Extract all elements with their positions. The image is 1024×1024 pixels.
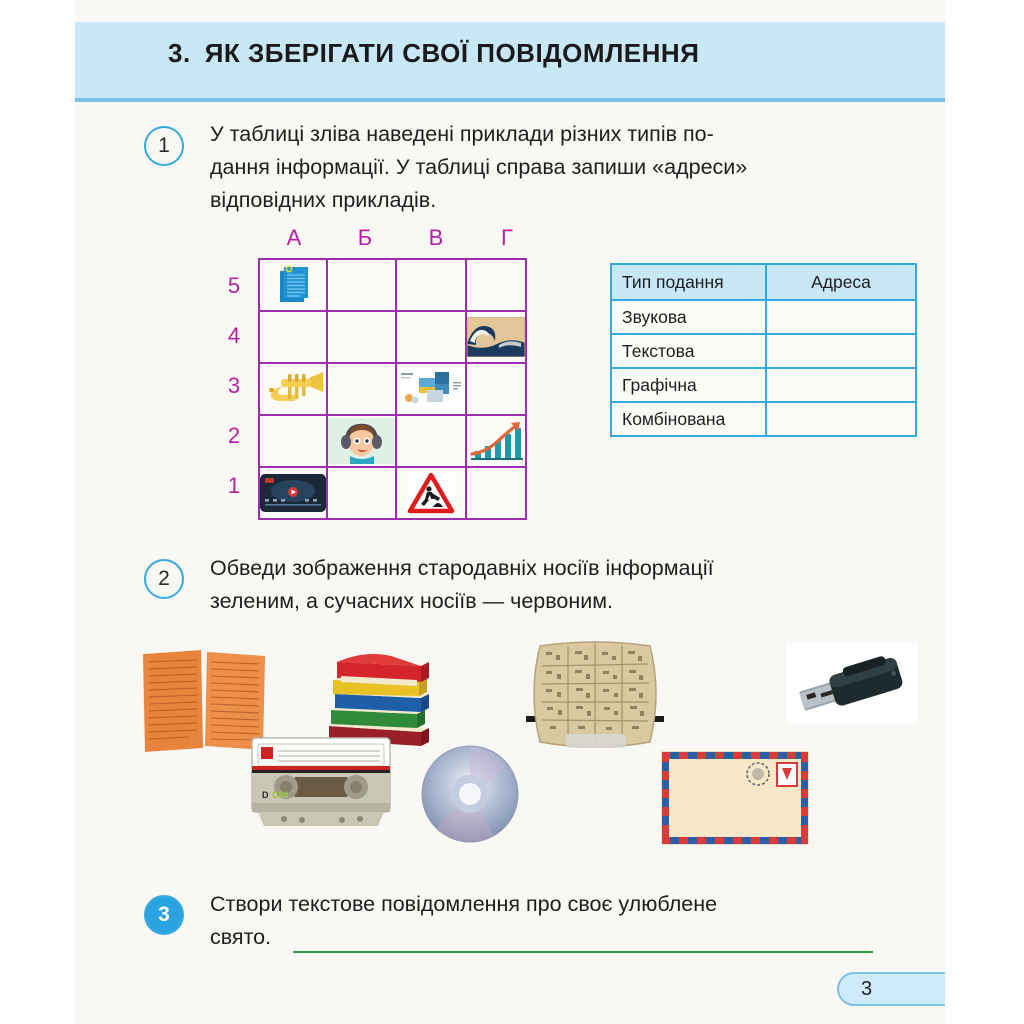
task-3-line-2: свято. — [210, 925, 272, 949]
answer-input-graphic[interactable] — [766, 368, 916, 402]
media-gallery — [75, 632, 945, 852]
page-number-value: 3 — [861, 977, 873, 1000]
grid-cell-b2[interactable] — [327, 415, 396, 467]
grid-row-header-5: 5 — [227, 273, 241, 298]
task-2-text — [210, 552, 907, 618]
cassette-tape-icon — [250, 736, 392, 828]
grid-cell-v5[interactable] — [396, 259, 466, 311]
grid-cell-h2[interactable] — [466, 415, 526, 467]
grid-row-header-2: 2 — [227, 423, 241, 448]
answer-writing-line[interactable] — [293, 951, 873, 953]
task-2-line-2: зеленим, а сучасних носіїв — червоним. — [210, 589, 614, 613]
answer-type-audio: Звукова — [611, 300, 766, 334]
compact-disc-image[interactable] — [420, 744, 520, 849]
presentation-slide-icon — [397, 368, 465, 410]
answer-input-combined[interactable] — [766, 402, 916, 436]
grid-cell-v3[interactable] — [396, 363, 466, 415]
grid-cell-a3[interactable] — [259, 363, 327, 415]
growth-bar-chart-icon — [467, 420, 525, 462]
grid-row-1 — [259, 467, 526, 519]
trumpet-icon — [261, 368, 325, 410]
answer-table-row-text — [611, 334, 916, 368]
task-1-line-2: дання інформації. У таблиці справа запиши «адреси» — [210, 155, 748, 179]
grid-row-5 — [259, 259, 526, 311]
grid-cell-a4[interactable] — [259, 311, 327, 363]
answer-input-audio[interactable] — [766, 300, 916, 334]
grid-row-2 — [259, 415, 526, 467]
grid-cell-h3[interactable] — [466, 363, 526, 415]
grid-cell-a2[interactable] — [259, 415, 327, 467]
grid-col-header-b: Б — [357, 225, 373, 250]
blue-document-icon — [276, 265, 310, 305]
svg-text:D: D — [262, 790, 269, 800]
task-2-line-1: Обведи зображення стародавніх носіїв інформації — [210, 556, 714, 580]
grid-col-header-h: Г — [501, 225, 513, 250]
task-2-number[interactable]: 2 — [144, 559, 184, 599]
answer-input-text[interactable] — [766, 334, 916, 368]
grid-cell-v2[interactable] — [396, 415, 466, 467]
page-number-badge — [837, 972, 945, 1006]
grid-cell-b3[interactable] — [327, 363, 396, 415]
boy-with-headphones-icon — [328, 418, 395, 464]
great-wave-painting-icon — [467, 317, 525, 357]
grid-cell-h1[interactable] — [466, 467, 526, 519]
task-3-number[interactable]: 3 — [144, 895, 184, 935]
answer-type-combined: Комбінована — [611, 402, 766, 436]
clay-tablet-icon — [520, 638, 670, 763]
task-1-text — [210, 118, 907, 217]
task-3-text — [210, 888, 907, 954]
answer-table-row-graphic — [611, 368, 916, 402]
grid-col-header-v: В — [428, 225, 444, 250]
page-title — [168, 38, 699, 69]
grid-cell-h5[interactable] — [466, 259, 526, 311]
grid-cell-b1[interactable] — [327, 467, 396, 519]
grid-cell-a5[interactable] — [259, 259, 327, 311]
grid-row-header-4: 4 — [227, 323, 241, 348]
answer-table-row-audio — [611, 300, 916, 334]
section-number: 3. — [168, 38, 191, 68]
svg-text:C90: C90 — [272, 790, 289, 800]
grid-cell-a1[interactable] — [259, 467, 327, 519]
usb-flash-drive-image[interactable] — [787, 642, 917, 729]
cd-disc-icon — [420, 744, 520, 844]
airmail-envelope-image[interactable] — [660, 750, 810, 851]
roadworks-sign-icon — [407, 472, 455, 514]
grid-cell-v1[interactable] — [396, 467, 466, 519]
answer-table-header-type: Тип подання — [611, 264, 766, 300]
answer-table-row-combined — [611, 402, 916, 436]
grid-row-header-3: 3 — [227, 373, 241, 398]
grid-cell-v4[interactable] — [396, 311, 466, 363]
grid-table — [258, 258, 527, 520]
grid-row-header-1: 1 — [227, 473, 241, 498]
clay-cuneiform-tablet-image[interactable] — [520, 638, 670, 768]
envelope-icon — [660, 750, 810, 846]
grid-col-header-a: А — [286, 225, 302, 250]
audio-cassette-image[interactable] — [250, 736, 392, 833]
answer-type-graphic: Графічна — [611, 368, 766, 402]
answer-table-header-address: Адреса — [766, 264, 916, 300]
header-underline — [75, 98, 945, 102]
grid-cell-b5[interactable] — [327, 259, 396, 311]
video-player-icon — [260, 474, 326, 512]
grid-cell-h4[interactable] — [466, 311, 526, 363]
grid-row-4 — [259, 311, 526, 363]
worksheet-page — [75, 0, 945, 1024]
task-1-line-3: відповідних прикладів. — [210, 188, 437, 212]
usb-drive-icon — [787, 642, 917, 724]
task-1-line-1: У таблиці зліва наведені приклади різних типів по- — [210, 122, 714, 146]
task-1-number[interactable]: 1 — [144, 126, 184, 166]
task-3-line-1: Створи текстове повідомлення про своє улюблене — [210, 892, 718, 916]
grid-row-3 — [259, 363, 526, 415]
grid-cell-b4[interactable] — [327, 311, 396, 363]
section-title-text: ЯК ЗБЕРІГАТИ СВОЇ ПОВІДОМЛЕННЯ — [204, 38, 700, 68]
answer-type-text: Текстова — [611, 334, 766, 368]
answer-table-header-row — [611, 264, 916, 300]
answer-table — [610, 263, 917, 437]
